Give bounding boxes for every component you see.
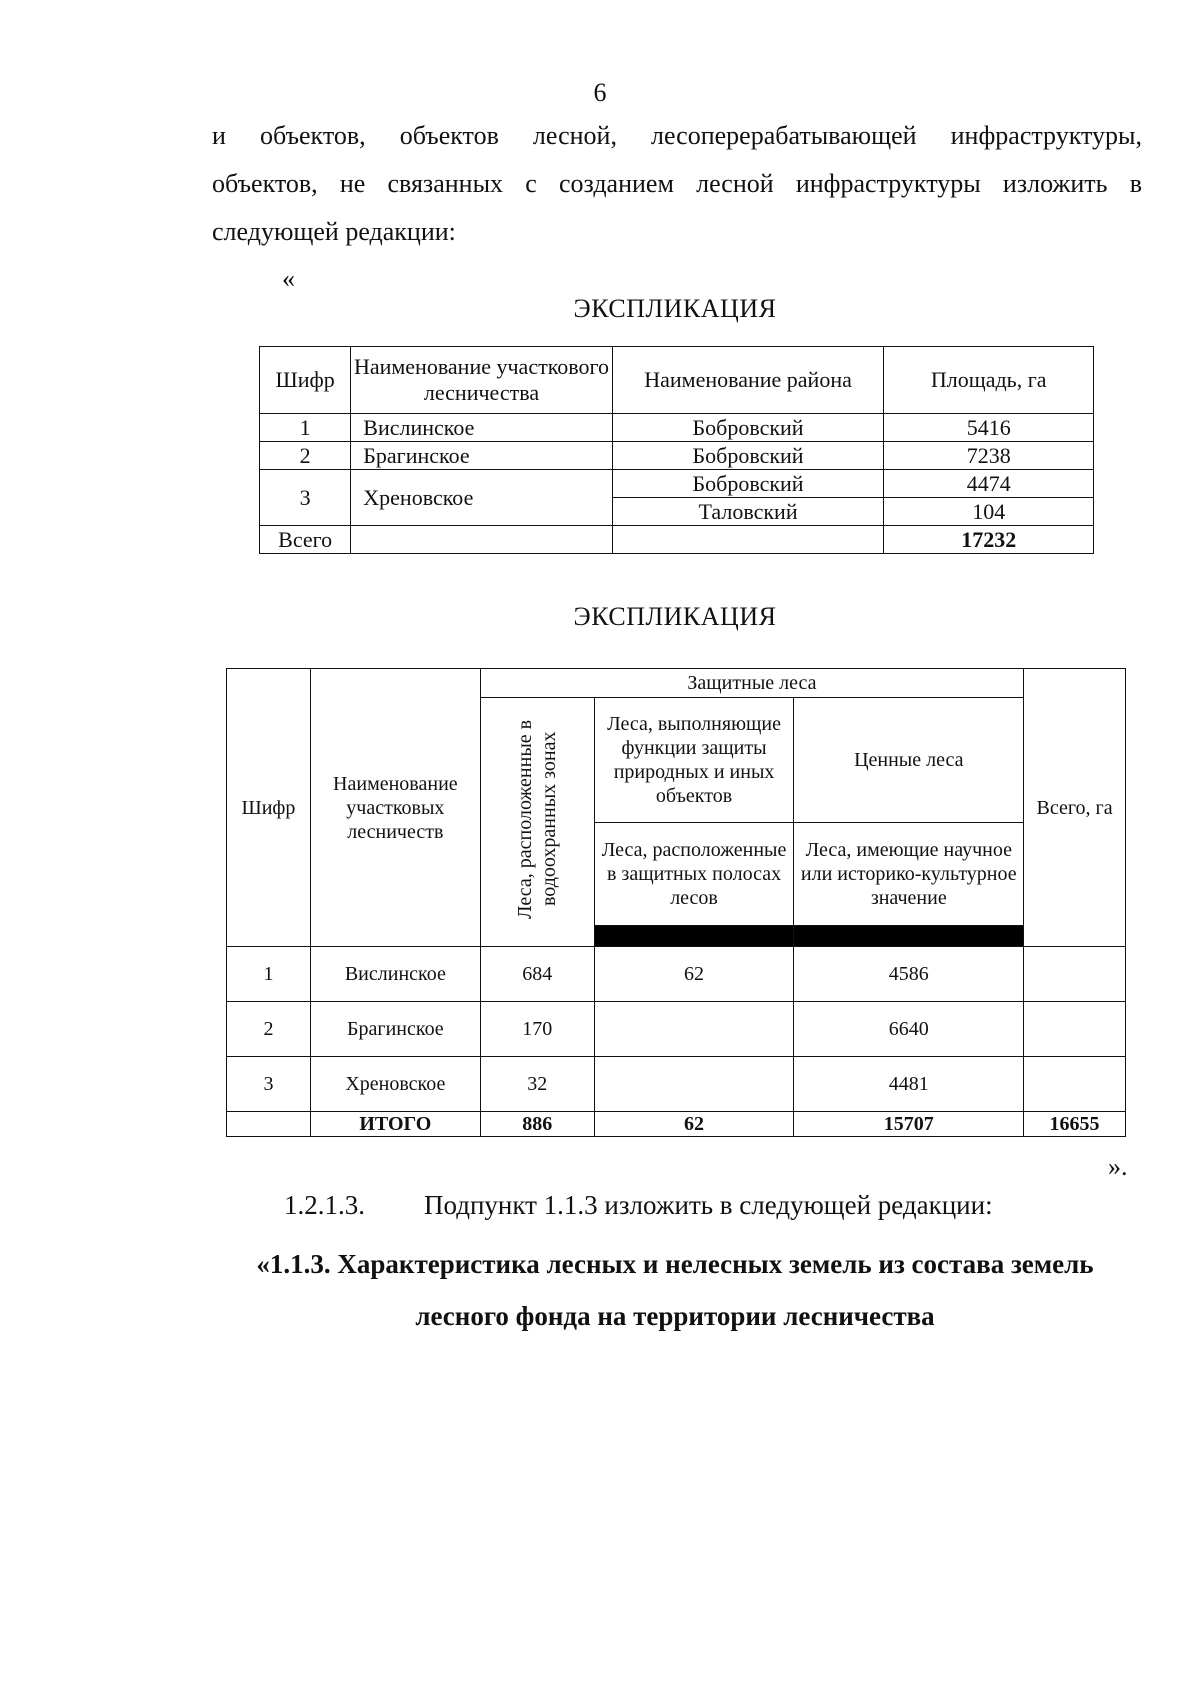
redaction-bar <box>794 925 1024 946</box>
table1-total-empty <box>351 526 612 554</box>
table2-cell-water: 170 <box>480 1002 594 1057</box>
table2-header-protect-functions: Леса, выполняющие функции защиты природных и иных объектов <box>594 698 794 823</box>
table2-cell-water: 32 <box>480 1057 594 1112</box>
table1-cell-code: 2 <box>260 442 351 470</box>
table2-cell-code: 3 <box>227 1057 311 1112</box>
table2-header-row-1 <box>227 669 1126 698</box>
close-quote: ». <box>1108 1152 1128 1181</box>
table1-cell-district: Бобровский <box>612 470 884 498</box>
table1-total-value: 17232 <box>884 526 1094 554</box>
table2-header-water-label: Леса, расположенные в водоохранных зонах <box>514 719 561 919</box>
table1-header-code: Шифр <box>260 347 351 414</box>
intro-line-3: следующей редакции: <box>212 217 456 246</box>
table2-header-code: Шифр <box>227 669 311 947</box>
table2-cell-strips: 62 <box>594 947 794 1002</box>
table1-cell-area: 7238 <box>884 442 1094 470</box>
table1-cell-area: 5416 <box>884 414 1094 442</box>
table-row <box>260 470 1094 498</box>
table1-cell-area: 104 <box>884 498 1094 526</box>
table2-cell-total <box>1024 947 1126 1002</box>
table-row <box>260 442 1094 470</box>
table1-cell-area: 4474 <box>884 470 1094 498</box>
table2-sum-strips: 62 <box>594 1112 794 1137</box>
table2-cell-strips <box>594 1002 794 1057</box>
table1-title: ЭКСПЛИКАЦИЯ <box>573 294 777 323</box>
table1-cell-district: Бобровский <box>612 442 884 470</box>
open-quote: « <box>282 264 295 293</box>
explication-table-districts <box>259 346 1094 554</box>
table-row <box>227 947 1126 1002</box>
table1-cell-forestry: Брагинское <box>351 442 612 470</box>
intro-line-2: объектов, не связанных с созданием лесной инфраструктуры изложить в <box>212 169 1142 198</box>
table2-cell-valuable: 6640 <box>794 1002 1024 1057</box>
table2-sum-empty <box>227 1112 311 1137</box>
table2-cell-valuable: 4481 <box>794 1057 1024 1112</box>
table1-header-forestry: Наименование участкового лесничества <box>351 347 612 414</box>
explication-table-protective-forests <box>226 668 1126 1137</box>
table2-header-strips: Леса, расположенные в защитных полосах лесов <box>594 823 794 926</box>
table2-sum-label: ИТОГО <box>310 1112 480 1137</box>
table2-header-protective: Защитные леса <box>480 669 1023 698</box>
table2-cell-forestry: Хреновское <box>310 1057 480 1112</box>
table2-cell-code: 1 <box>227 947 311 1002</box>
section-heading <box>0 1238 1200 1342</box>
page-number: 6 <box>593 78 607 107</box>
table1-cell-code: 1 <box>260 414 351 442</box>
table2-cell-total <box>1024 1002 1126 1057</box>
table1-total-empty <box>612 526 884 554</box>
table2-sum-total: 16655 <box>1024 1112 1126 1137</box>
table1-cell-code: 3 <box>260 470 351 526</box>
table2-sum-water: 886 <box>480 1112 594 1137</box>
table2-cell-total <box>1024 1057 1126 1112</box>
subparagraph-text: Подпункт 1.1.3 изложить в следующей редакции: <box>424 1190 993 1220</box>
section-heading-line-2: лесного фонда на территории лесничества <box>415 1301 935 1331</box>
table2-header-forestry: Наименование участковых лесничеств <box>310 669 480 947</box>
table1-cell-district: Таловский <box>612 498 884 526</box>
table2-cell-strips <box>594 1057 794 1112</box>
table1-total-label: Всего <box>260 526 351 554</box>
section-heading-line-1: «1.1.3. Характеристика лесных и нелесных земель из состава земель <box>256 1249 1094 1279</box>
table2-cell-water: 684 <box>480 947 594 1002</box>
table1-header-area: Площадь, га <box>884 347 1094 414</box>
subparagraph-number: 1.2.1.3. <box>284 1190 365 1220</box>
table1-cell-district: Бобровский <box>612 414 884 442</box>
subparagraph <box>284 1190 993 1221</box>
redaction-bar <box>594 925 794 946</box>
table1-header-row <box>260 347 1094 414</box>
intro-line-1: и объектов, объектов лесной, лесоперерабатывающей инфраструктуры, <box>212 121 1142 150</box>
table2-header-total: Всего, га <box>1024 669 1126 947</box>
table2-header-water <box>480 698 594 947</box>
intro-paragraph <box>212 112 1142 256</box>
table2-cell-forestry: Брагинское <box>310 1002 480 1057</box>
table-row <box>227 1002 1126 1057</box>
table2-cell-code: 2 <box>227 1002 311 1057</box>
table2-header-scientific: Леса, имеющие научное или историко-культурное значение <box>794 823 1024 926</box>
table-row <box>227 1057 1126 1112</box>
table2-sum-valuable: 15707 <box>794 1112 1024 1137</box>
table2-sum-row <box>227 1112 1126 1137</box>
table2-title: ЭКСПЛИКАЦИЯ <box>573 602 777 631</box>
table-row <box>260 414 1094 442</box>
table1-header-district: Наименование района <box>612 347 884 414</box>
table1-cell-forestry: Вислинское <box>351 414 612 442</box>
table1-cell-forestry: Хреновское <box>351 470 612 526</box>
table2-cell-valuable: 4586 <box>794 947 1024 1002</box>
table2-cell-forestry: Вислинское <box>310 947 480 1002</box>
table1-total-row <box>260 526 1094 554</box>
table2-header-valuable: Ценные леса <box>794 698 1024 823</box>
